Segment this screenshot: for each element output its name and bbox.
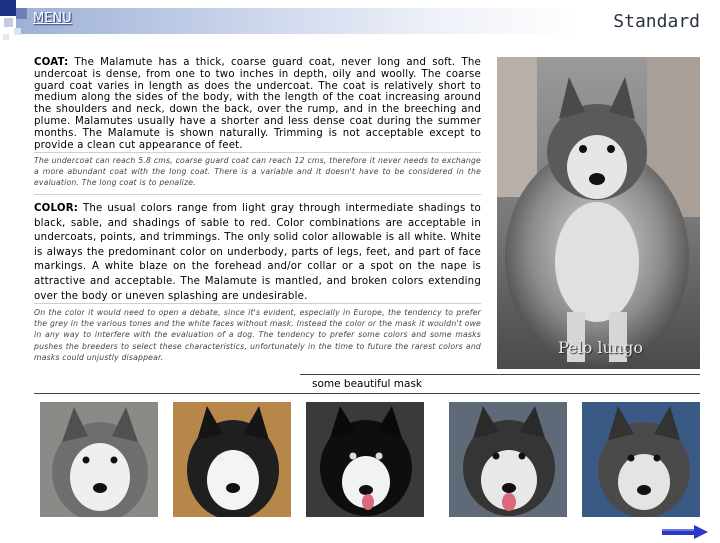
long-coat-malamute-image — [497, 57, 700, 369]
page-title: Standard — [613, 11, 700, 32]
mask-photo-wolf-gray — [582, 402, 700, 517]
mask-rule-top — [300, 374, 700, 375]
next-arrow-icon[interactable] — [662, 524, 708, 538]
section-divider — [34, 303, 481, 304]
decor-square — [16, 8, 27, 19]
color-paragraph — [34, 202, 481, 304]
decor-square — [14, 28, 21, 35]
color-text: The usual colors range from light gray through intermediate shadings to black, sable, and shadings of sable to red. Color combinations are acceptable in undercoats, points, and trimmings. The only solid color allowable is all white. White is always the predominant color on underbody, parts of legs, feet, and part of face markings. A white blaze on the forehead and/or collar or a spot on the nape is attractive and acceptable. The Malamute is mantled, and broken colors extending over the body or uneven splashing are undesirable. — [34, 203, 481, 302]
coat-text: The Malamute has a thick, coarse guard coat, never long and soft. The undercoat is dense, from one to two inches in depth, oily and woolly. The coarse guard coat varies in length as does the undercoat. The coat is relatively short to medium along the sides of the body, with the length of the coat increasing around the shoulders and neck, down the back, over the rump, and in the breeching and plume. Malamutes usually have a shorter and less dense coat during the summer months. The Malamute is shown naturally. Trimming is not acceptable except to provide a clean cut appearance of feet. — [34, 57, 481, 151]
color-note: On the color it would need to open a debate, since it's evident, especially in Europe, the tendency to prefer the grey in the various tones and the white faces without mask. Instead the color or the mask it wouldn't owe in any way to interfere with the evaluation of a dog. The tendency to prefer some colors and some masks pushes the breeders to select these characteristics, unfortunately in the time to future the rarest colors and masks could unjustly disappear. — [34, 308, 481, 362]
section-divider — [34, 194, 481, 195]
coat-heading: COAT: — [34, 57, 69, 68]
menu-link[interactable]: MENU — [33, 11, 72, 26]
main-dog-photo — [497, 57, 700, 369]
decor-square — [4, 18, 13, 27]
section-divider — [34, 152, 481, 153]
mask-section-label: some beautiful mask — [312, 378, 422, 390]
header-bar — [0, 0, 720, 46]
decor-square — [0, 0, 16, 16]
coat-paragraph — [34, 57, 481, 151]
mask-photo-gray-dark — [449, 402, 567, 517]
mask-rule-bottom — [34, 393, 700, 394]
mask-photo-black-dark — [306, 402, 424, 517]
coat-note: The undercoat can reach 5.8 cms, coarse guard coat can reach 12 cms, therefore it never needs to exchange a more abundant coat with the long coat. There is a variable and it doesn't have to be considered in the evaluation. The long coat is to penalize. — [34, 156, 481, 188]
mask-photo-gray-white — [40, 402, 158, 517]
main-photo-caption: Pelo lungo — [558, 338, 643, 357]
mask-photo-black-white — [173, 402, 291, 517]
decor-square — [3, 34, 9, 40]
color-heading: COLOR: — [34, 203, 79, 214]
